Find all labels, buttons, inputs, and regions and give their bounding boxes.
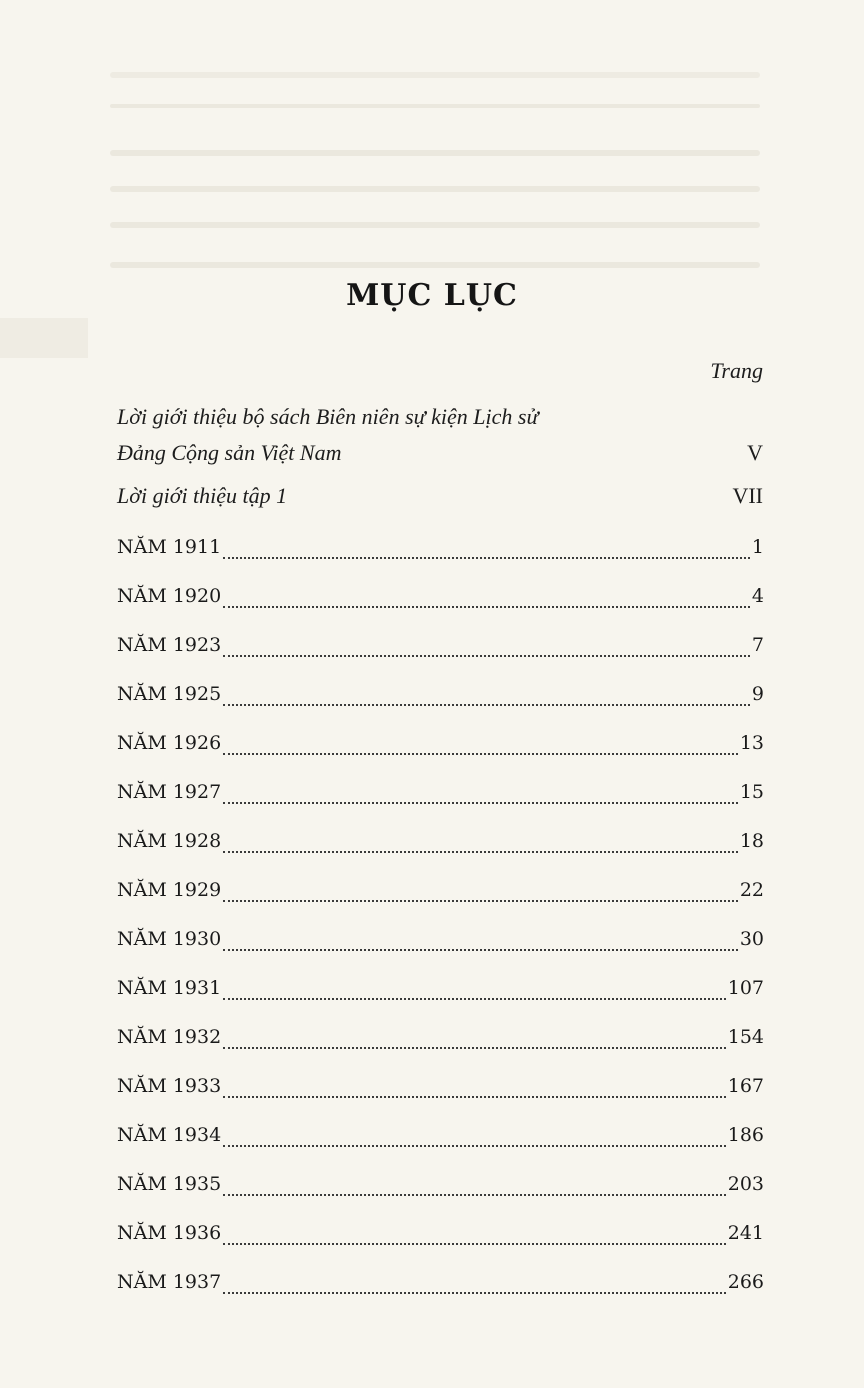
toc-entry[interactable] [117, 536, 764, 566]
intro-entry-line[interactable] [117, 483, 763, 509]
toc-entry-label: NĂM 1933 [117, 1075, 222, 1097]
toc-entry[interactable] [117, 683, 764, 713]
page-shadow [0, 318, 88, 358]
dot-leader [223, 654, 750, 657]
toc-entry-page: 9 [751, 683, 764, 705]
toc-entry-label: NĂM 1930 [117, 928, 222, 950]
dot-leader [223, 556, 750, 559]
toc-entry-label: NĂM 1923 [117, 634, 222, 656]
intro-entry-line[interactable] [117, 440, 763, 466]
bleed-through [110, 262, 760, 268]
dot-leader [223, 1193, 726, 1196]
dot-leader [223, 1046, 726, 1049]
toc-entry-page: 18 [739, 830, 764, 852]
toc-entry[interactable] [117, 634, 764, 664]
page-title: MỤC LỤC [346, 278, 518, 313]
dot-leader [223, 1242, 726, 1245]
dot-leader [223, 850, 738, 853]
dot-leader [223, 752, 738, 755]
toc-entry-label: NĂM 1936 [117, 1222, 222, 1244]
intro-entry-title: Đảng Cộng sản Việt Nam [117, 440, 342, 465]
toc-entry[interactable] [117, 1173, 764, 1203]
toc-entry-page: 13 [739, 732, 764, 754]
toc-entry-label: NĂM 1928 [117, 830, 222, 852]
dot-leader [223, 997, 726, 1000]
toc-entry-page: 7 [751, 634, 764, 656]
toc-entry-page: 266 [727, 1271, 764, 1293]
toc-entry-label: NĂM 1927 [117, 781, 222, 803]
toc-entry[interactable] [117, 879, 764, 909]
toc-entry-page: 22 [739, 879, 764, 901]
toc-entry-label: NĂM 1929 [117, 879, 222, 901]
toc-entry-page: 154 [727, 1026, 764, 1048]
toc-entry-page: 15 [739, 781, 764, 803]
toc-entry[interactable] [117, 928, 764, 958]
intro-entry-title: Lời giới thiệu tập 1 [117, 483, 288, 508]
dot-leader [223, 605, 750, 608]
toc-entry-label: NĂM 1935 [117, 1173, 222, 1195]
toc-entry-label: NĂM 1925 [117, 683, 222, 705]
toc-entry-label: NĂM 1931 [117, 977, 222, 999]
toc-entry[interactable] [117, 1271, 764, 1301]
intro-entry-page: VII [732, 483, 763, 508]
toc-entry-page: 167 [727, 1075, 764, 1097]
bleed-through [110, 222, 760, 228]
toc-entry-label: NĂM 1934 [117, 1124, 222, 1146]
toc-entry-page: 107 [727, 977, 764, 999]
intro-entry-page: V [747, 440, 763, 465]
toc-entry[interactable] [117, 1222, 764, 1252]
toc-entry-label: NĂM 1926 [117, 732, 222, 754]
toc-entry[interactable] [117, 585, 764, 615]
toc-entry-page: 4 [751, 585, 764, 607]
toc-entry[interactable] [117, 977, 764, 1007]
dot-leader [223, 801, 738, 804]
toc-entry-page: 1 [751, 536, 764, 558]
dot-leader [223, 1095, 726, 1098]
toc-entry-label: NĂM 1911 [117, 536, 222, 558]
toc-entry-page: 186 [727, 1124, 764, 1146]
bleed-through [110, 150, 760, 156]
toc-entry[interactable] [117, 781, 764, 811]
dot-leader [223, 948, 738, 951]
page-column-label: Trang [710, 358, 763, 383]
dot-leader [223, 1291, 726, 1294]
toc-entry[interactable] [117, 1124, 764, 1154]
toc-entry-label: NĂM 1937 [117, 1271, 222, 1293]
dot-leader [223, 1144, 726, 1147]
toc-entry[interactable] [117, 1026, 764, 1056]
bleed-through [110, 104, 760, 108]
toc-entry[interactable] [117, 830, 764, 860]
toc-entry-label: NĂM 1920 [117, 585, 222, 607]
dot-leader [223, 899, 738, 902]
dot-leader [223, 703, 750, 706]
intro-entry-line[interactable] [117, 404, 763, 430]
toc-entry-page: 203 [727, 1173, 764, 1195]
toc-entry[interactable] [117, 732, 764, 762]
toc-entry[interactable] [117, 1075, 764, 1105]
intro-entry-title: Lời giới thiệu bộ sách Biên niên sự kiện Lịch sử [117, 404, 539, 429]
bleed-through [110, 72, 760, 78]
bleed-through [110, 186, 760, 192]
toc-entry-page: 30 [739, 928, 764, 950]
toc-entry-label: NĂM 1932 [117, 1026, 222, 1048]
toc-entry-page: 241 [727, 1222, 764, 1244]
